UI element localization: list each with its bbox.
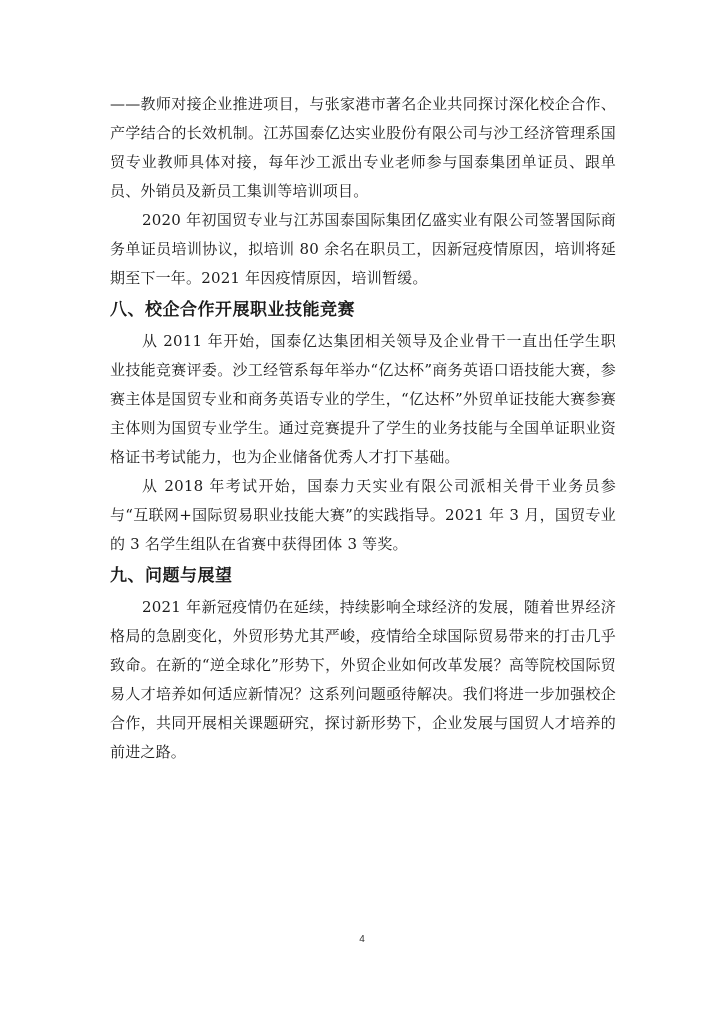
paragraph-outlook: 2021 年新冠疫情仍在延续，持续影响全球经济的发展，随着世界经济格局的急剧变化，外贸形势尤其严峻，疫情给全球国际贸易带来的打击几乎致命。在新的“逆全球化”形势下，外贸企业如何改革发展？高等院校国际贸易人才培养如何适应新情况？这系列问题亟待解决。我们将进一步加强校企合作，共同开展相关课题研究，探讨新形势下，企业发展与国贸人才培养的前进之路。 — [110, 598, 616, 761]
page-number: 4 — [359, 934, 365, 945]
document-body — [110, 90, 616, 767]
section-heading-8: 八、校企合作开展职业技能竞赛 — [110, 300, 355, 320]
paragraph-teacher-docking: ——教师对接企业推进项目，与张家港市著名企业共同探讨深化校企合作、产学结合的长效机制。江苏国泰亿达实业股份有限公司与沙工经济管理系国贸专业教师具体对接，每年沙工派出专业老师参与国泰集团单证员、跟单员、外销员及新员工集训等培训项目。 — [110, 95, 616, 200]
paragraph-2011-competition: 从 2011 年开始，国泰亿达集团相关领导及企业骨干一直出任学生职业技能竞赛评委。沙工经管系每年举办“亿达杯”商务英语口语技能大赛，参赛主体是国贸专业和商务英语专业的学生，“亿达杯”外贸单证技能大赛参赛主体则为国贸专业学生。通过竞赛提升了学生的业务技能与全国单证职业资格证书考试能力，也为企业储备优秀人才打下基础。 — [110, 332, 616, 466]
section-heading-9: 九、问题与展望 — [110, 566, 233, 586]
paragraph-2020-training: 2020 年初国贸专业与江苏国泰国际集团亿盛实业有限公司签署国际商务单证员培训协议，拟培训 80 余名在职员工，因新冠疫情原因，培训将延期至下一年。2021 年因疫情原因，培训暂缓。 — [110, 211, 616, 287]
paragraph-2018-competition: 从 2018 年考试开始，国泰力天实业有限公司派相关骨干业务员参与“互联网+国际贸易职业技能大赛”的实践指导。2021 年 3 月，国贸专业的 3 名学生组队在省赛中获得团体 3 等奖。 — [110, 477, 616, 553]
